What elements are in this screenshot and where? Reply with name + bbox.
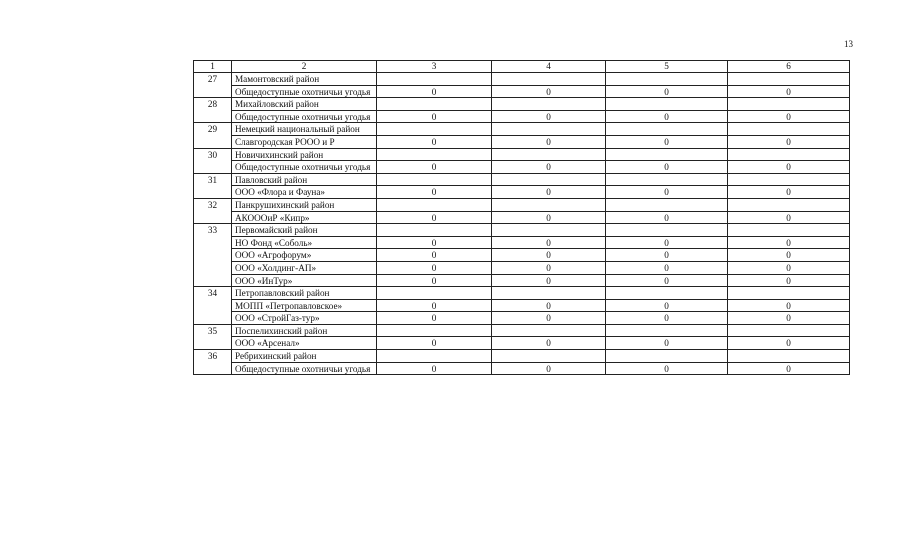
empty-cell (492, 98, 606, 111)
value-cell: 0 (606, 299, 728, 312)
empty-cell (728, 123, 850, 136)
value-cell: 0 (492, 337, 606, 350)
organization-name: НО Фонд «Соболь» (232, 236, 377, 249)
district-number: 29 (194, 123, 232, 148)
empty-cell (728, 287, 850, 300)
hunting-grounds-table (193, 60, 850, 375)
empty-cell (492, 173, 606, 186)
empty-cell (377, 98, 492, 111)
table-row (194, 362, 850, 375)
district-number: 34 (194, 287, 232, 325)
district-number: 33 (194, 224, 232, 287)
district-name: Поспелихинский район (232, 324, 377, 337)
organization-name: ООО «Арсенал» (232, 337, 377, 350)
value-cell: 0 (606, 161, 728, 174)
table-row (194, 312, 850, 325)
district-row (194, 324, 850, 337)
column-header: 1 (194, 61, 232, 73)
value-cell: 0 (728, 161, 850, 174)
district-name: Первомайский район (232, 224, 377, 237)
value-cell: 0 (377, 274, 492, 287)
value-cell: 0 (492, 186, 606, 199)
empty-cell (606, 123, 728, 136)
value-cell: 0 (728, 261, 850, 274)
district-number: 32 (194, 198, 232, 223)
value-cell: 0 (606, 274, 728, 287)
value-cell: 0 (728, 186, 850, 199)
organization-name: ООО «Флора и Фауна» (232, 186, 377, 199)
empty-cell (728, 198, 850, 211)
table-row (194, 186, 850, 199)
value-cell: 0 (606, 110, 728, 123)
table-row (194, 85, 850, 98)
value-cell: 0 (492, 85, 606, 98)
value-cell: 0 (728, 299, 850, 312)
value-cell: 0 (377, 161, 492, 174)
organization-name: Общедоступные охотничьи угодья (232, 85, 377, 98)
district-row (194, 224, 850, 237)
empty-cell (606, 324, 728, 337)
empty-cell (728, 173, 850, 186)
empty-cell (492, 350, 606, 363)
value-cell: 0 (728, 135, 850, 148)
district-row (194, 173, 850, 186)
value-cell: 0 (492, 362, 606, 375)
empty-cell (728, 73, 850, 86)
empty-cell (728, 324, 850, 337)
table-row (194, 110, 850, 123)
value-cell: 0 (492, 261, 606, 274)
value-cell: 0 (728, 211, 850, 224)
value-cell: 0 (606, 186, 728, 199)
value-cell: 0 (728, 85, 850, 98)
empty-cell (377, 198, 492, 211)
value-cell: 0 (377, 299, 492, 312)
district-row (194, 148, 850, 161)
empty-cell (492, 198, 606, 211)
value-cell: 0 (492, 236, 606, 249)
value-cell: 0 (377, 211, 492, 224)
value-cell: 0 (728, 274, 850, 287)
table-body (194, 73, 850, 375)
value-cell: 0 (728, 110, 850, 123)
value-cell: 0 (377, 249, 492, 262)
value-cell: 0 (492, 161, 606, 174)
district-row (194, 73, 850, 86)
empty-cell (492, 287, 606, 300)
table-row (194, 161, 850, 174)
empty-cell (492, 224, 606, 237)
empty-cell (377, 123, 492, 136)
district-number: 30 (194, 148, 232, 173)
value-cell: 0 (606, 211, 728, 224)
value-cell: 0 (728, 312, 850, 325)
empty-cell (606, 224, 728, 237)
value-cell: 0 (606, 337, 728, 350)
organization-name: МОПП «Петропавловское» (232, 299, 377, 312)
empty-cell (606, 98, 728, 111)
value-cell: 0 (606, 135, 728, 148)
district-row (194, 350, 850, 363)
table-row (194, 299, 850, 312)
empty-cell (377, 73, 492, 86)
empty-cell (728, 350, 850, 363)
value-cell: 0 (728, 236, 850, 249)
table-row (194, 135, 850, 148)
value-cell: 0 (492, 110, 606, 123)
empty-cell (728, 224, 850, 237)
district-name: Ребрихинский район (232, 350, 377, 363)
value-cell: 0 (606, 236, 728, 249)
column-header: 6 (728, 61, 850, 73)
column-header: 2 (232, 61, 377, 73)
column-header: 3 (377, 61, 492, 73)
empty-cell (377, 224, 492, 237)
value-cell: 0 (728, 249, 850, 262)
district-row (194, 287, 850, 300)
organization-name: Общедоступные охотничьи угодья (232, 161, 377, 174)
empty-cell (377, 287, 492, 300)
value-cell: 0 (377, 186, 492, 199)
district-number: 31 (194, 173, 232, 198)
organization-name: ООО «СтройГаз-тур» (232, 312, 377, 325)
district-number: 27 (194, 73, 232, 98)
district-name: Петропавловский район (232, 287, 377, 300)
value-cell: 0 (606, 85, 728, 98)
empty-cell (377, 324, 492, 337)
value-cell: 0 (492, 299, 606, 312)
empty-cell (377, 173, 492, 186)
value-cell: 0 (606, 312, 728, 325)
district-row (194, 198, 850, 211)
value-cell: 0 (377, 337, 492, 350)
district-name: Немецкий национальный район (232, 123, 377, 136)
district-row (194, 98, 850, 111)
empty-cell (728, 148, 850, 161)
organization-name: Славгородская РООО и Р (232, 135, 377, 148)
value-cell: 0 (377, 362, 492, 375)
empty-cell (606, 148, 728, 161)
value-cell: 0 (492, 312, 606, 325)
organization-name: ООО «ИнТур» (232, 274, 377, 287)
district-name: Панкрушихинский район (232, 198, 377, 211)
table-row (194, 261, 850, 274)
value-cell: 0 (492, 135, 606, 148)
empty-cell (606, 73, 728, 86)
table-row (194, 274, 850, 287)
table-row (194, 236, 850, 249)
value-cell: 0 (377, 135, 492, 148)
value-cell: 0 (492, 211, 606, 224)
value-cell: 0 (492, 274, 606, 287)
value-cell: 0 (377, 236, 492, 249)
empty-cell (606, 287, 728, 300)
district-number: 28 (194, 98, 232, 123)
district-number: 35 (194, 324, 232, 349)
empty-cell (606, 198, 728, 211)
value-cell: 0 (606, 362, 728, 375)
empty-cell (728, 98, 850, 111)
value-cell: 0 (606, 261, 728, 274)
table-row (194, 211, 850, 224)
value-cell: 0 (492, 249, 606, 262)
value-cell: 0 (606, 249, 728, 262)
column-numbers-row (194, 61, 850, 73)
value-cell: 0 (377, 261, 492, 274)
organization-name: ООО «Агрофорум» (232, 249, 377, 262)
organization-name: Общедоступные охотничьи угодья (232, 110, 377, 123)
column-header: 5 (606, 61, 728, 73)
table-row (194, 249, 850, 262)
empty-cell (492, 324, 606, 337)
column-header: 4 (492, 61, 606, 73)
district-number: 36 (194, 350, 232, 375)
value-cell: 0 (377, 110, 492, 123)
empty-cell (377, 148, 492, 161)
empty-cell (606, 350, 728, 363)
district-name: Новичихинский район (232, 148, 377, 161)
empty-cell (492, 123, 606, 136)
district-name: Павловский район (232, 173, 377, 186)
empty-cell (492, 148, 606, 161)
value-cell: 0 (377, 312, 492, 325)
table-row (194, 337, 850, 350)
value-cell: 0 (377, 85, 492, 98)
empty-cell (377, 350, 492, 363)
organization-name: АКОООиР «Кипр» (232, 211, 377, 224)
district-name: Мамонтовский район (232, 73, 377, 86)
page-number: 13 (844, 39, 853, 49)
empty-cell (492, 73, 606, 86)
value-cell: 0 (728, 337, 850, 350)
organization-name: Общедоступные охотничьи угодья (232, 362, 377, 375)
district-name: Михайловский район (232, 98, 377, 111)
empty-cell (606, 173, 728, 186)
district-row (194, 123, 850, 136)
value-cell: 0 (728, 362, 850, 375)
organization-name: ООО «Холдинг-АП» (232, 261, 377, 274)
